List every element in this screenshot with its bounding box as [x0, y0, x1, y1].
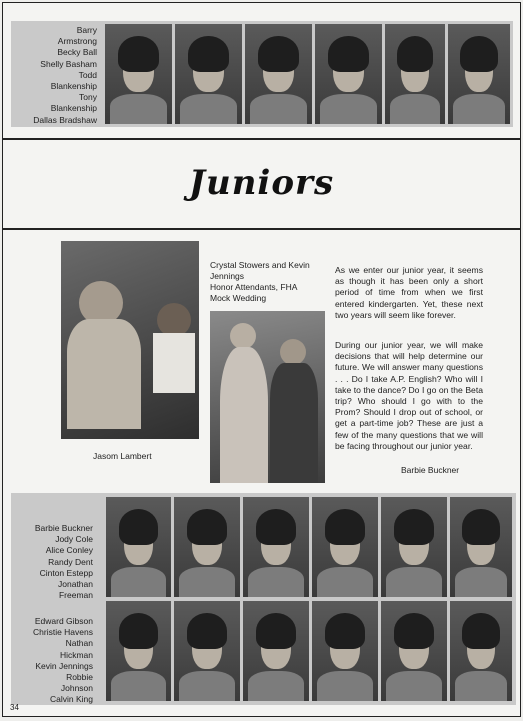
caption-line: Mock Wedding — [210, 293, 267, 303]
caption-line: Crystal Stowers and Kevin — [210, 260, 310, 270]
candid-photo-left — [61, 241, 199, 439]
name: Jonathan — [58, 579, 93, 590]
name: Armstrong — [57, 36, 97, 47]
portrait — [245, 24, 312, 124]
essay-author: Barbie Buckner — [401, 465, 460, 475]
portrait — [385, 24, 445, 124]
name: Shelly Basham — [40, 58, 97, 69]
name: Nathan — [65, 638, 93, 649]
essay-paragraph: During our junior year, we will make decisions that will help determine our future. We will answer many questions . . . Do I take A.P. English? Who will I take to the dance? Do I go on the Beta trip? Who should I go with to the Prom? Should I drop out of school, or get a part-time job? These are just a few of the many questions that we will be facing throughout our junior year. — [335, 340, 483, 451]
name: Hickman — [59, 649, 93, 660]
name: Randy Dent — [48, 556, 93, 567]
name: Blankenship — [50, 103, 97, 114]
portrait — [175, 24, 242, 124]
caption-line: Honor Attendants, FHA — [210, 282, 298, 292]
portrait — [381, 601, 447, 701]
portrait — [106, 497, 171, 597]
caption-line: Jennings — [210, 271, 245, 281]
divider — [3, 138, 520, 140]
name: Todd — [78, 69, 97, 80]
caption-left: Jasom Lambert — [93, 451, 152, 461]
portrait — [312, 497, 378, 597]
section-title: Juniors — [188, 163, 335, 203]
yearbook-page — [2, 2, 521, 717]
portrait — [312, 601, 378, 701]
portrait — [450, 601, 512, 701]
name: Tony — [79, 92, 97, 103]
portrait — [174, 497, 240, 597]
portrait — [450, 497, 512, 597]
essay-paragraph: As we enter our junior year, it seems as though it has been only a short period of time from when we first entered kindergarten. Yet, these next two years will seem like forever. — [335, 265, 483, 320]
row1-names — [17, 523, 93, 601]
caption-right — [210, 260, 330, 304]
portrait — [174, 601, 240, 701]
portrait — [243, 497, 309, 597]
name: Freeman — [58, 590, 93, 601]
row2-names — [17, 616, 93, 706]
name: Barbie Buckner — [34, 523, 93, 533]
portrait — [381, 497, 447, 597]
name: Cinton Estepp — [39, 567, 93, 578]
name: Johnson — [60, 683, 93, 694]
top-names — [13, 25, 97, 126]
name: Dallas Bradshaw — [33, 114, 97, 125]
name: Jody Cole — [55, 534, 93, 545]
portrait — [448, 24, 510, 124]
candid-photo-right — [210, 311, 325, 483]
name: Kevin Jennings — [35, 660, 93, 671]
name: Edward Gibson — [34, 616, 93, 626]
page-number: 34 — [10, 703, 19, 712]
name: Barry — [76, 25, 97, 35]
divider — [3, 228, 520, 230]
portrait — [315, 24, 382, 124]
name: Alice Conley — [45, 545, 93, 556]
name: Robbie — [66, 672, 93, 683]
name: Christie Havens — [33, 627, 93, 638]
name: Blankenship — [50, 81, 97, 92]
portrait — [105, 24, 172, 124]
name: Calvin King — [50, 694, 93, 705]
name: Becky Ball — [57, 47, 97, 58]
portrait — [243, 601, 309, 701]
portrait — [106, 601, 171, 701]
